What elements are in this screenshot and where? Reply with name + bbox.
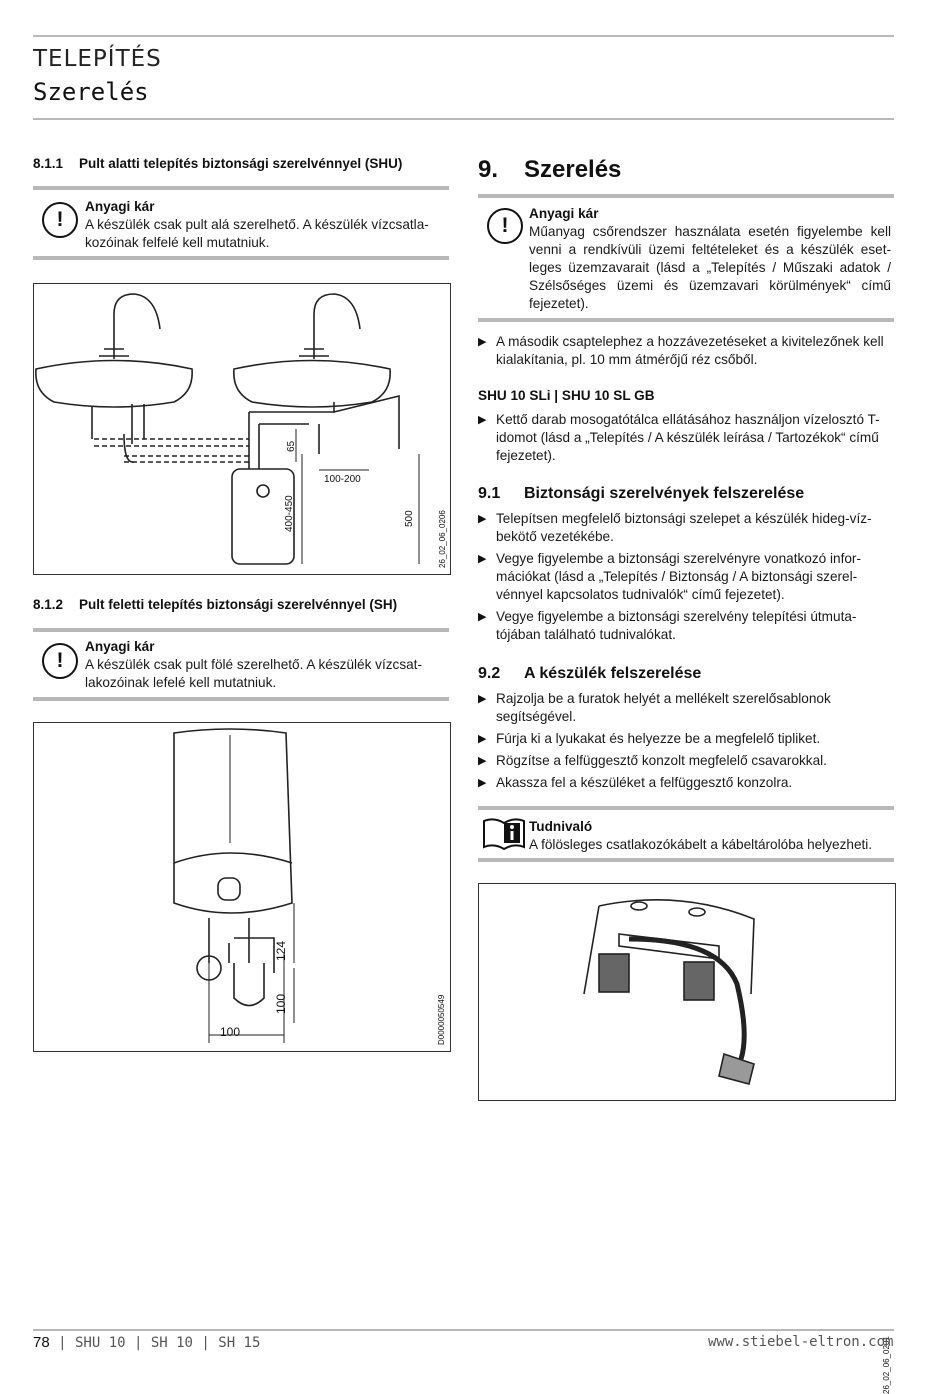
list-item: ▶ Vegye figyelembe a biztonsági szerelvényre vonatkozó infor-mációkat (lásd a „Telepítés / Biztonság / A biztonsági szerel-vénnyel kapcsolatos tudnivalók“ című fejezetet). (478, 550, 890, 604)
footer-url: www.stiebel-eltron.com (708, 1334, 894, 1350)
dim-100-horizontal: 100 (220, 1025, 241, 1039)
warning-rule-top (33, 186, 449, 190)
dim-500: 500 (404, 510, 415, 527)
warning-rule-bottom (33, 256, 449, 260)
section-9-2-heading: 9.2 A készülék felszerelése (478, 665, 702, 682)
plug (719, 1054, 754, 1084)
heater-body (174, 729, 292, 913)
model-subheading: SHU 10 SLi | SHU 10 SL GB (478, 388, 655, 403)
note-text: A fölösleges csatlakozókábelt a kábeltárolóba helyezheti. (529, 837, 873, 852)
list-item: ▶ Fúrja ki a lyukakat és helyezze be a megfelelő tipliket. (478, 730, 890, 748)
note-box (529, 818, 894, 854)
left-drain (92, 404, 144, 444)
list-item: ▶ Rögzítse a felfüggesztő konzolt megfelelő csavarokkal. (478, 752, 890, 770)
warning-icon: ! (42, 643, 78, 679)
figure-code: 26_02_06_0206 (438, 510, 447, 568)
right-bracket (684, 962, 714, 1000)
warning-icon: ! (487, 208, 523, 244)
cable-storage-diagram (479, 884, 895, 1100)
warning-rule-bottom (33, 697, 449, 701)
header-rule (33, 118, 894, 120)
under-sink-diagram (34, 284, 450, 574)
page-number: 78 (33, 1334, 50, 1351)
warning-box-1 (85, 198, 449, 252)
right-sink (234, 361, 390, 408)
note-title: Tudnivaló (529, 819, 593, 834)
dim-100-200: 100-200 (324, 474, 361, 485)
dashed-pipes (94, 439, 249, 462)
dim-100-vertical: 100 (274, 993, 288, 1014)
warning-box-2 (85, 638, 449, 692)
chapter-9-heading: 9. Szerelés (478, 156, 622, 183)
note-rule-top (478, 806, 894, 810)
left-sink (36, 361, 192, 408)
footer-models: | SHU 10 | SH 10 | SH 15 (58, 1335, 261, 1351)
top-rule (33, 35, 894, 37)
footer-left (33, 1334, 260, 1351)
list-item: ▶ Telepítsen megfelelő biztonsági szelepet a készülék hideg-víz-bekötő vezetékébe. (478, 510, 890, 546)
warning-icon: ! (42, 202, 78, 238)
header-category: TELEPÍTÉS (33, 46, 162, 72)
left-bracket (599, 954, 629, 992)
page-title: Szerelés (33, 78, 149, 106)
bullet-list-3 (478, 510, 890, 648)
section-8-1-1-heading: 8.1.1 Pult alatti telepítés biztonsági szerelvénnyel (SHU) (33, 156, 403, 171)
list-item: ▶ Kettő darab mosogatótálca ellátásához használjon vízelosztó T-idomot (lásd a „Telepítés / A készülék leírása / Tartozékok“ című fejezetet). (478, 411, 890, 465)
warning-title: Anyagi kár (529, 206, 599, 221)
bullet-list-2 (478, 411, 890, 469)
warning-title: Anyagi kár (85, 199, 155, 214)
control-knob (218, 878, 240, 900)
list-item: ▶ Rajzolja be a furatok helyét a mellékelt szerelősablonok segítségével. (478, 690, 890, 726)
bullet-list-1 (478, 333, 890, 373)
section-9-1-heading: 9.1 Biztonsági szerelvények felszerelése (478, 485, 805, 502)
section-8-1-2-heading: 8.1.2 Pult feletti telepítés biztonsági szerelvénnyel (SH) (33, 597, 398, 612)
list-item: ▶ A második csaptelephez a hozzávezetéseket a kivitelezőnek kell kialakítania, pl. 10 mm átmérőjű réz csőből. (478, 333, 890, 369)
dim-65: 65 (286, 440, 297, 452)
figure-under-sink (33, 283, 451, 575)
dim-400-450: 400-450 (284, 495, 295, 532)
figure-code: 26_02_06_0201 (882, 1336, 891, 1394)
dim-124: 124 (274, 940, 288, 961)
warning-rule-bottom (478, 318, 894, 322)
warning-title: Anyagi kár (85, 639, 155, 654)
figure-over-sink (33, 722, 451, 1052)
warning-text: A készülék csak pult alá szerelhető. A készülék vízcsatla-kozóinak felfelé kell mutatniuk. (85, 217, 429, 250)
warning-box-3 (529, 205, 891, 313)
note-rule-bottom (478, 858, 894, 862)
footer-rule (33, 1329, 894, 1331)
warning-text: A készülék csak pult fölé szerelhető. A készülék vízcsat-lakozóinak lefelé kell mutatniuk. (85, 657, 422, 690)
figure-code: D0000050549 (437, 994, 446, 1045)
over-sink-diagram (34, 723, 450, 1051)
list-item: ▶ Akassza fel a készüléket a felfüggesztő konzolra. (478, 774, 890, 792)
warning-rule-top (33, 628, 449, 632)
list-item: ▶ Vegye figyelembe a biztonsági szerelvény telepítési útmuta-tójában található tudnivalókat. (478, 608, 890, 644)
warning-rule-top (478, 194, 894, 198)
bullet-list-4 (478, 690, 890, 796)
warning-text: Műanyag csőrendszer használata esetén figyelembe kell venni a rendkívüli üzemi feltételeket és a készülék eset-leges üzemzavarait (lásd a „Telepítés / Műszaki adatok / Szélsőséges üzemi és üzemzavari körülmények“ című fejezetet). (529, 224, 891, 311)
info-book-icon (482, 817, 526, 851)
